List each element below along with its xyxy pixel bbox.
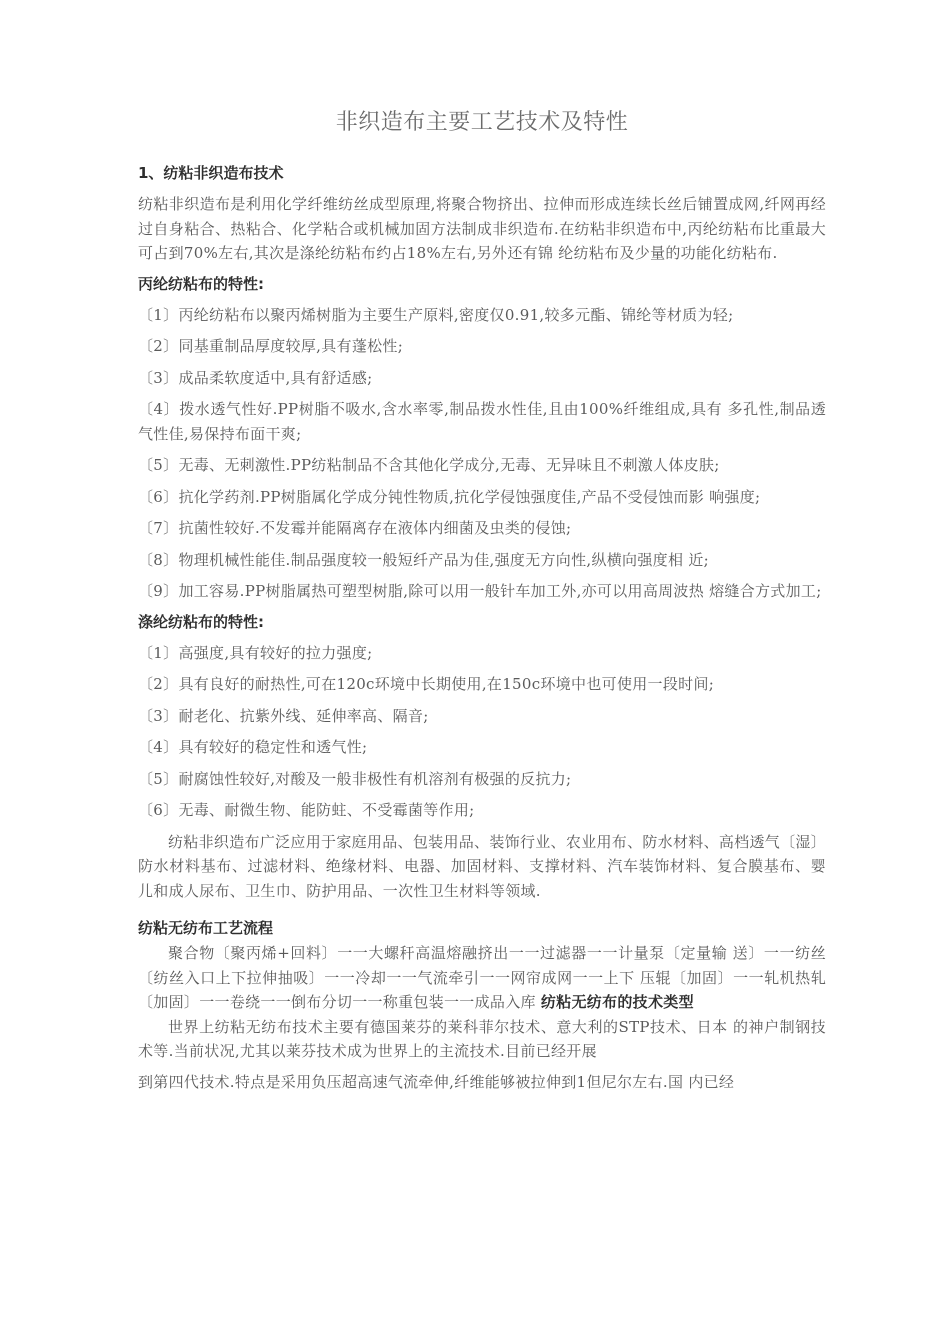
pet-property-item: 〔3〕耐老化、抗紫外线、延伸率高、隔音;	[138, 706, 429, 725]
pet-property-item: 〔5〕耐腐蚀性较好,对酸及一般非极性有机溶剂有极强的反抗力;	[138, 769, 572, 788]
process-flow-heading: 纺粘无纺布工艺流程	[138, 919, 274, 937]
process-flow-paragraph	[138, 941, 826, 1015]
pet-property-item: 〔6〕无毒、耐微生物、能防蛀、不受霉菌等作用;	[138, 801, 475, 819]
tech-types-paragraph-continued: 到第四代技术.特点是采用负压超高速气流牵伸,纤维能够被拉伸到1但尼尔左右.国 内已经	[138, 1072, 735, 1091]
pp-property-item: 〔4〕拨水透气性好.PP树脂不吸水,含水率零,制品拨水性佳,且由100%纤维组成,具有 多孔性,制品透气性佳,易保持布面干爽;	[138, 400, 826, 443]
pp-property-item: 〔7〕抗菌性较好.不发霉并能隔离存在液体内细菌及虫类的侵蚀;	[138, 519, 572, 537]
tech-types-paragraph: 世界上纺粘无纺布技术主要有德国莱芬的莱科菲尔技术、意大利的STP技术、日本 的神户制钢技术等.当前状况,尤其以莱芬技术成为世界上的主流技术.目前已经开展	[138, 1017, 826, 1060]
pet-property-item: 〔1〕高强度,具有较好的拉力强度;	[138, 643, 373, 662]
pp-property-item: 〔1〕丙纶纺粘布以聚丙烯树脂为主要生产原料,密度仅0.91,较多元酯、锦纶等材质为轻;	[138, 305, 734, 324]
pp-property-item: 〔2〕同基重制品厚度较厚,具有蓬松性;	[138, 337, 404, 355]
pp-properties-heading: 丙纶纺粘布的特性:	[138, 274, 264, 293]
process-flow-text: 聚合物〔聚丙烯+回料〕一一大螺秆高温熔融挤出一一过滤器一一计量泵〔定量输 送〕一一纺丝〔纺丝入口上下拉伸抽吸〕一一冷却一一气流牵引一一网帘成网一一上下 压辊〔加固〕一一轧机热轧〔加固〕一一卷绕一一倒布分切一一称重包装一一成品入库	[138, 944, 826, 1011]
pet-properties-heading: 涤纶纺粘布的特性:	[138, 612, 264, 631]
pp-property-item: 〔6〕抗化学药剂.PP树脂属化学成分钝性物质,抗化学侵蚀强度佳,产品不受侵蚀而影 响强度;	[138, 487, 761, 506]
section-heading-spunbond: 1、纺粘非织造布技术	[138, 164, 284, 182]
spunbond-intro-paragraph: 纺粘非织造布是利用化学纤维纺丝成型原理,将聚合物挤出、拉伸而形成连续长丝后铺置成网,纤网再经过自身粘合、热粘合、化学粘合或机械加固方法制成非织造布.在纺粘非织造布中,丙纶纺粘布比重最大可占到70%左右,其次是涤纶纺粘布约占18%左右,另外还有锦 纶纺粘布及少量的功能化纺粘布.	[138, 195, 826, 262]
tech-types-heading: 纺粘无纺布的技术类型	[540, 993, 694, 1011]
pp-property-item: 〔5〕无毒、无刺激性.PP纺粘制品不含其他化学成分,无毒、无异味且不刺激人体皮肤;	[138, 456, 720, 474]
applications-paragraph: 纺粘非织造布广泛应用于家庭用品、包装用品、装饰行业、农业用布、防水材料、高档透气〔湿〕防水材料基布、过滤材料、绝缘材料、电器、加固材料、支撑材料、汽车装饰材料、复合膜基布、婴儿和成人尿布、卫生巾、防护用品、一次性卫生材料等领域.	[138, 832, 826, 900]
pp-property-item: 〔9〕加工容易.PP树脂属热可塑型树脂,除可以用一般针车加工外,亦可以用高周波热 熔缝合方式加工;	[138, 582, 822, 600]
page-title: 非织造布主要工艺技术及特性	[335, 110, 629, 135]
pet-property-item: 〔4〕具有较好的稳定性和透气性;	[138, 738, 368, 756]
pp-property-item: 〔3〕成品柔软度适中,具有舒适感;	[138, 368, 373, 387]
pet-property-item: 〔2〕具有良好的耐热性,可在120c环境中长期使用,在150c环境中也可使用一段时间;	[138, 675, 715, 693]
pp-property-item: 〔8〕物理机械性能佳.制品强度较一般短纤产品为佳,强度无方向性,纵横向强度相 近;	[138, 550, 709, 569]
